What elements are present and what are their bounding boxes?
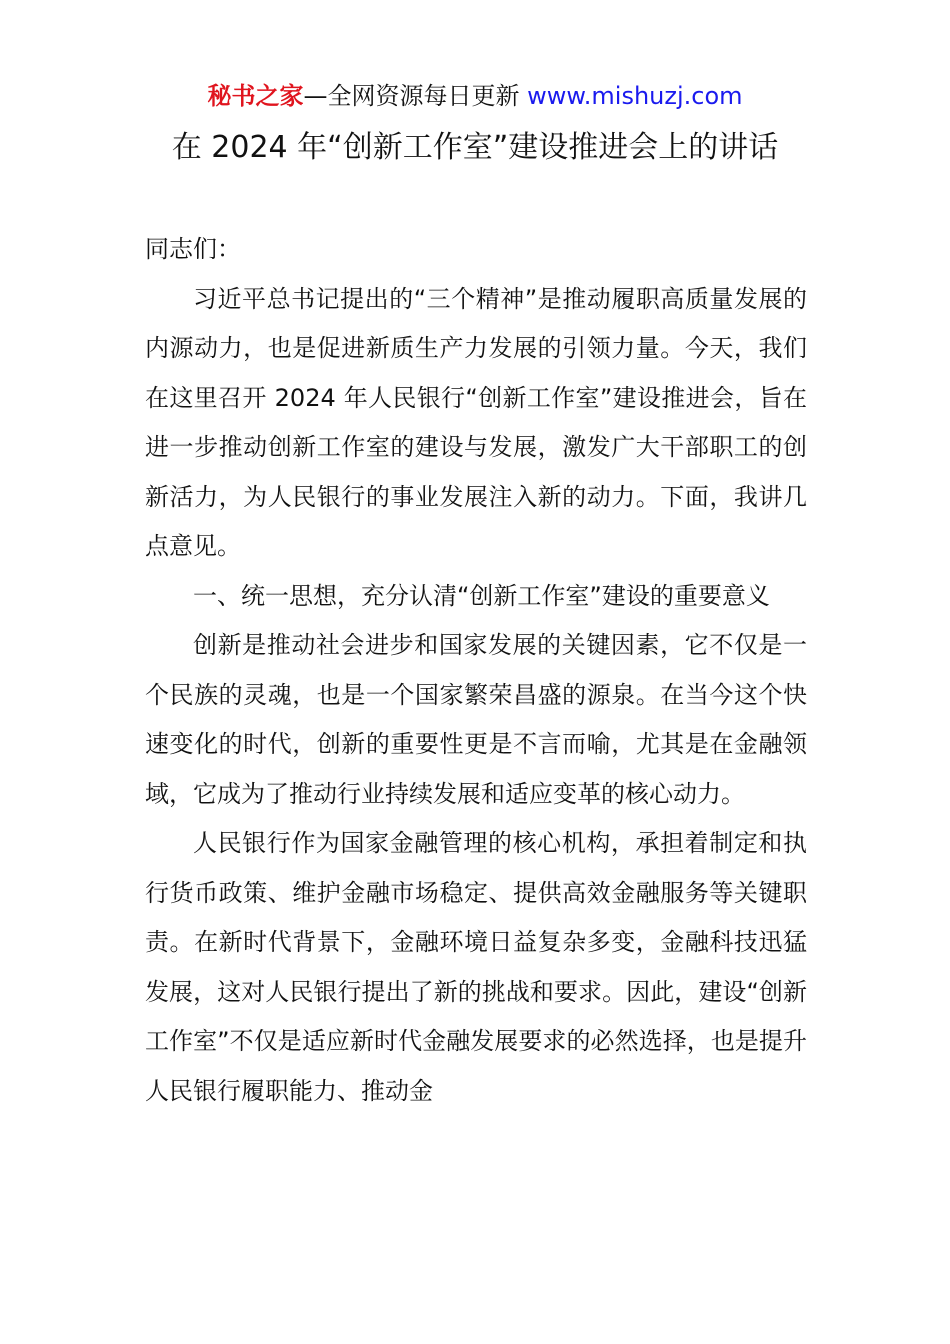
site-banner — [0, 80, 950, 112]
section-heading: 一、统一思想，充分认清“创新工作室”建设的重要意义 — [193, 581, 770, 610]
body-paragraph: 创新是推动社会进步和国家发展的关键因素，它不仅是一个民族的灵魂，也是一个国家繁荣昌盛的源泉。在当今这个快速变化的时代，创新的重要性更是不言而喻，尤其是在金融领域，它成为了推动行业持续发展和适应变革的核心动力。 — [145, 631, 807, 808]
document-body — [145, 225, 807, 1116]
site-tagline: —全网资源每日更新 — [303, 82, 528, 110]
site-url-link[interactable]: www.mishuzj.com — [527, 82, 743, 110]
site-brand: 秘书之家 — [207, 82, 304, 110]
body-paragraph: 人民银行作为国家金融管理的核心机构，承担着制定和执行货币政策、维护金融市场稳定、提供高效金融服务等关键职责。在新时代背景下，金融环境日益复杂多变，金融科技迅猛发展，这对人民银行提出了新的挑战和要求。因此，建设“创新工作室”不仅是适应新时代金融发展要求的必然选择，也是提升人民银行履职能力、推动金 — [145, 829, 807, 1105]
body-paragraph: 习近平总书记提出的“三个精神”是推动履职高质量发展的内源动力，也是促进新质生产力发展的引领力量。今天，我们在这里召开 2024 年人民银行“创新工作室”建设推进会，旨在进一步推动创新工作室的建设与发展，激发广大干部职工的创新活力，为人民银行的事业发展注入新的动力。下面，我讲几点意见。 — [145, 284, 807, 560]
salutation: 同志们： — [145, 235, 241, 263]
document-title: 在 2024 年“创新工作室”建设推进会上的讲话 — [171, 130, 779, 165]
